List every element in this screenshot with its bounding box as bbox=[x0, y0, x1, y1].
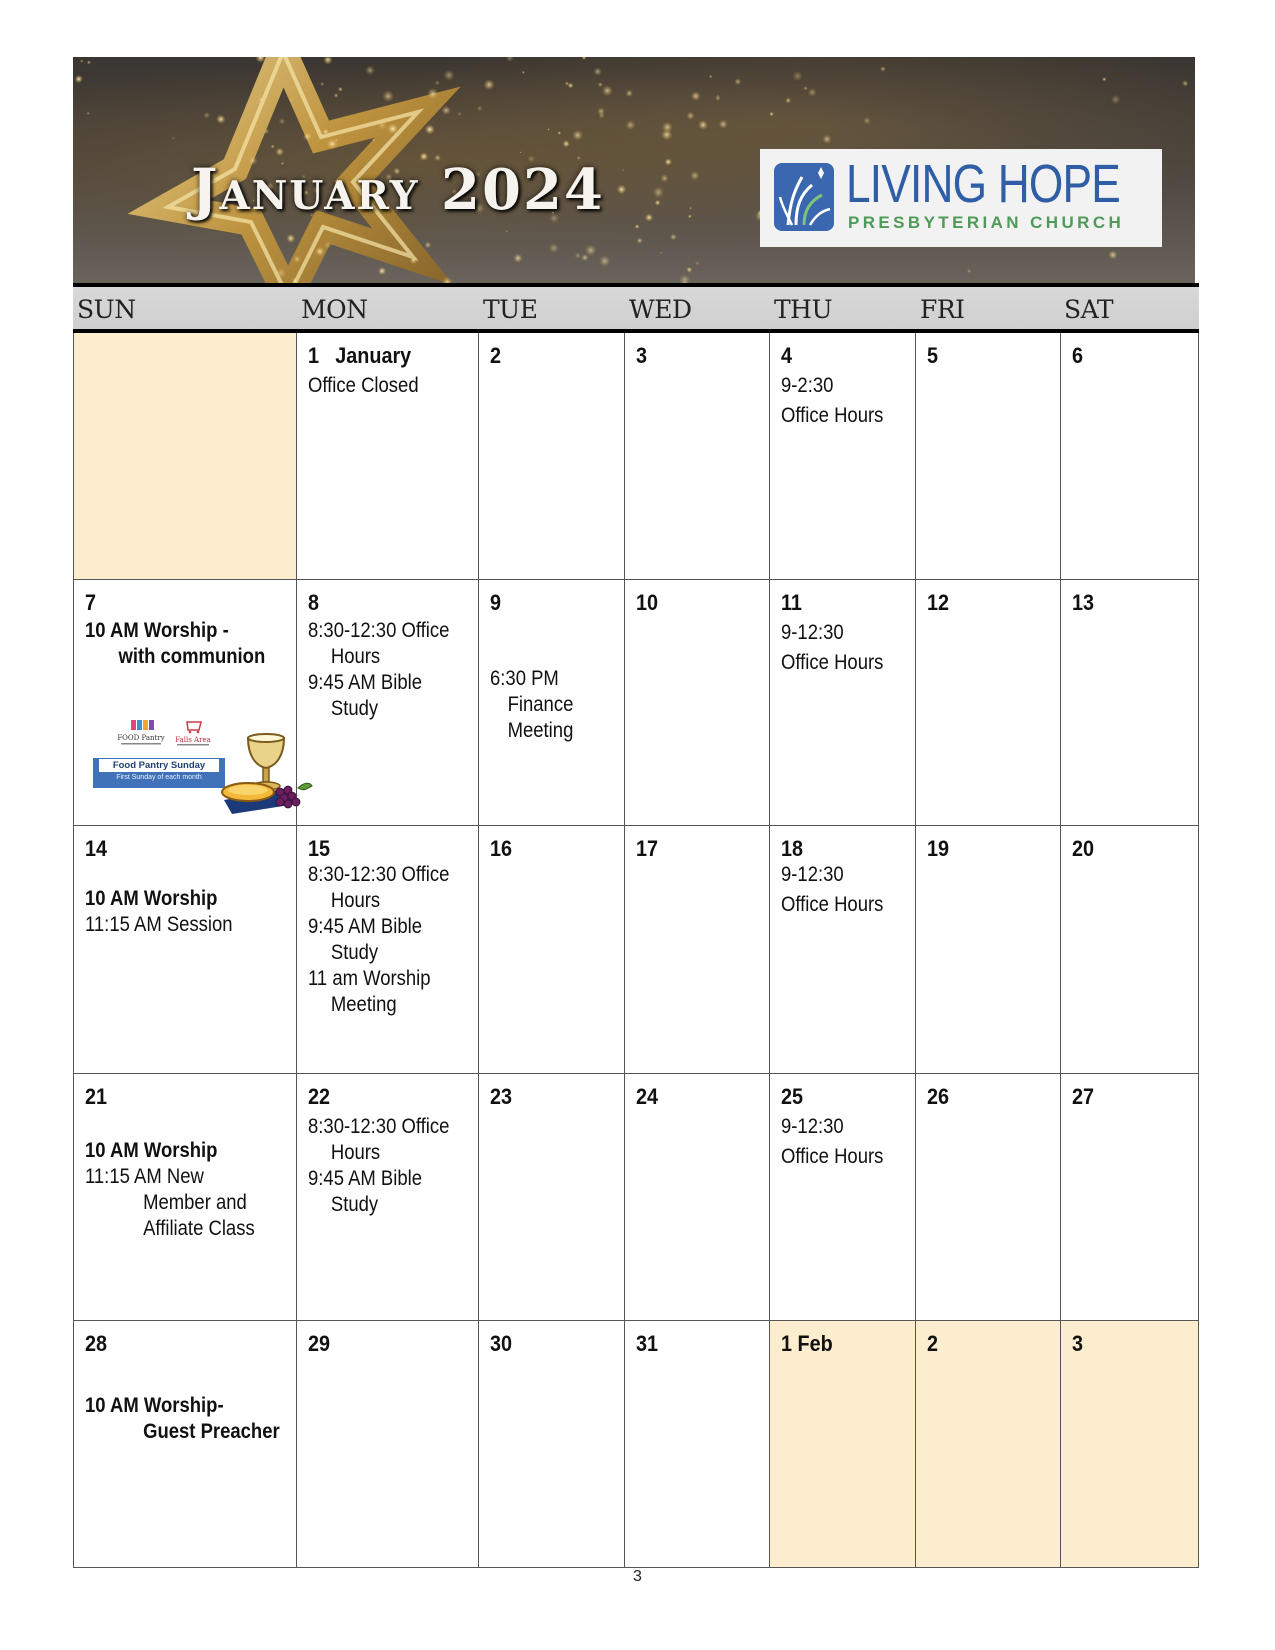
sparkle-dot bbox=[653, 187, 665, 199]
sparkle-dot bbox=[520, 151, 522, 153]
sparkle-dot bbox=[484, 79, 495, 90]
event-text: 9-12:30 bbox=[781, 863, 844, 886]
sparkle-dot bbox=[665, 158, 673, 166]
church-logo bbox=[760, 149, 1162, 247]
falls-area-logo-text: Falls Area bbox=[175, 736, 211, 744]
day-number: 7 bbox=[85, 590, 97, 615]
day-cell bbox=[479, 333, 625, 580]
day-number: 27 bbox=[1072, 1084, 1095, 1109]
day-number: 4 bbox=[781, 343, 793, 368]
food-pantry-logos-icon bbox=[107, 720, 217, 756]
sparkle-dot bbox=[320, 82, 324, 86]
day-cell bbox=[1061, 826, 1199, 1074]
day-number: 31 bbox=[636, 1331, 659, 1356]
sparkle-dot bbox=[670, 234, 677, 241]
calendar-grid bbox=[73, 333, 1199, 1548]
day-number: 8 bbox=[308, 590, 320, 615]
sparkle-dot bbox=[377, 120, 387, 130]
day-cell bbox=[297, 580, 479, 826]
event-text: 6:30 PM bbox=[490, 667, 559, 690]
day-cell bbox=[916, 1074, 1061, 1321]
sparkle-dot bbox=[87, 112, 90, 115]
sparkle-dot bbox=[264, 129, 270, 135]
sparkle-dot bbox=[477, 105, 483, 111]
day-number: 2 bbox=[927, 1331, 939, 1356]
sparkle-dot bbox=[626, 120, 636, 130]
weekday-header bbox=[73, 283, 1199, 333]
logo-name: LIVING HOPE bbox=[846, 154, 1120, 214]
day-cell-empty bbox=[73, 333, 297, 580]
sparkle-dot bbox=[598, 82, 603, 87]
sparkle-dot bbox=[1182, 80, 1189, 87]
event-text: 11 am Worship bbox=[308, 967, 431, 990]
sparkle-dot bbox=[660, 252, 662, 254]
sparkle-dot bbox=[688, 214, 692, 218]
sparkle-dot bbox=[617, 185, 627, 195]
sparkle-dot bbox=[435, 80, 440, 85]
day-cell bbox=[297, 1321, 479, 1568]
day-cell bbox=[770, 580, 916, 826]
event-title: 10 AM Worship bbox=[85, 887, 218, 910]
food-pantry-sunday-image bbox=[93, 720, 225, 788]
sparkle-dot bbox=[689, 207, 692, 210]
sparkle-dot bbox=[409, 256, 418, 265]
day-number: 13 bbox=[1072, 590, 1095, 615]
day-cell-next-month bbox=[770, 1321, 916, 1568]
sparkle-dot bbox=[324, 241, 333, 250]
food-pantry-band bbox=[93, 758, 225, 788]
day-number: 9 bbox=[490, 590, 502, 615]
day-number: 20 bbox=[1072, 836, 1095, 861]
event-text: Study bbox=[330, 941, 379, 964]
sparkle-dot bbox=[442, 106, 451, 115]
event-text: 9-2:30 bbox=[781, 374, 834, 397]
event-text: Study bbox=[330, 697, 379, 720]
sparkle-dot bbox=[626, 90, 634, 98]
day-number-value: 1 bbox=[308, 343, 320, 368]
logo-subtitle: PRESBYTERIAN CHURCH bbox=[848, 213, 1125, 232]
weekday-tue: TUE bbox=[483, 295, 538, 324]
sparkle-dot bbox=[967, 269, 971, 273]
page-number: 3 bbox=[633, 1568, 642, 1585]
sparkle-dot bbox=[334, 138, 339, 143]
sparkle-dot bbox=[622, 169, 625, 172]
event-title: Guest Preacher bbox=[143, 1420, 280, 1443]
event-text: 9:45 AM Bible bbox=[308, 1167, 423, 1190]
event-text: Office Hours bbox=[781, 404, 884, 427]
sparkle-dot bbox=[323, 57, 332, 65]
sparkle-dot bbox=[568, 83, 574, 89]
sparkle-dot bbox=[686, 267, 692, 273]
day-cell bbox=[297, 826, 479, 1074]
event-text: 11:15 AM New bbox=[85, 1165, 204, 1188]
grass-leaf-icon bbox=[774, 163, 834, 231]
sparkle-dot bbox=[575, 253, 581, 259]
day-number bbox=[308, 343, 411, 369]
sparkle-dot bbox=[1111, 95, 1121, 105]
sparkle-dot bbox=[513, 254, 522, 263]
sparkle-dot bbox=[1102, 77, 1106, 81]
sparkle-dot bbox=[275, 267, 287, 279]
sparkle-dot bbox=[594, 67, 602, 75]
weekday-wed: WED bbox=[629, 295, 692, 324]
food-pantry-title: Food Pantry Sunday bbox=[99, 759, 219, 772]
day-cell bbox=[916, 580, 1061, 826]
day-cell bbox=[625, 1321, 770, 1568]
sparkle-dot bbox=[803, 86, 807, 90]
sparkle-dot bbox=[655, 200, 661, 206]
event-title: 10 AM Worship- bbox=[85, 1394, 224, 1417]
day-cell bbox=[297, 333, 479, 580]
sparkle-dot bbox=[372, 138, 375, 141]
event-title: with communion bbox=[118, 645, 266, 668]
day-number: 29 bbox=[308, 1331, 331, 1356]
sparkle-dot bbox=[293, 255, 301, 263]
sparkle-dot bbox=[547, 128, 549, 130]
calendar-banner bbox=[73, 57, 1195, 287]
day-cell bbox=[73, 1321, 297, 1568]
day-number: 23 bbox=[490, 1084, 513, 1109]
day-number: 10 bbox=[636, 590, 659, 615]
communion-chalice-icon bbox=[218, 730, 314, 814]
day-cell bbox=[916, 333, 1061, 580]
day-cell bbox=[297, 1074, 479, 1321]
sparkle-dot bbox=[808, 88, 817, 97]
event-text: Meeting bbox=[507, 719, 574, 742]
day-cell bbox=[625, 826, 770, 1074]
weekday-fri: FRI bbox=[920, 295, 965, 324]
day-number: 17 bbox=[636, 836, 659, 861]
sparkle-dot bbox=[289, 97, 294, 102]
sparkle-dot bbox=[286, 234, 295, 243]
day-cell bbox=[770, 333, 916, 580]
sparkle-dot bbox=[387, 123, 398, 134]
sparkle-dot bbox=[87, 60, 91, 64]
day-cell bbox=[1061, 333, 1199, 580]
sparkle-dot bbox=[637, 238, 643, 244]
event-title: 10 AM Worship bbox=[85, 1139, 218, 1162]
sparkle-dot bbox=[457, 112, 461, 116]
day-cell bbox=[770, 1074, 916, 1321]
day-number: 5 bbox=[927, 343, 939, 368]
event-text: 8:30-12:30 Office bbox=[308, 1115, 450, 1138]
holiday-label: January bbox=[335, 343, 412, 368]
sparkle-dot bbox=[822, 135, 831, 144]
sparkle-dot bbox=[793, 71, 803, 81]
sparkle-dot bbox=[863, 117, 871, 125]
sparkle-dot bbox=[382, 90, 394, 102]
sparkle-dot bbox=[365, 65, 375, 75]
event-text: 8:30-12:30 Office bbox=[308, 863, 450, 886]
event-text: Hours bbox=[330, 1141, 381, 1164]
day-cell bbox=[625, 580, 770, 826]
sparkle-dot bbox=[378, 267, 386, 275]
day-number: 26 bbox=[927, 1084, 950, 1109]
sparkle-dot bbox=[691, 91, 701, 101]
weekday-sat: SAT bbox=[1064, 295, 1113, 324]
event-text: Finance bbox=[507, 693, 574, 716]
sparkle-dot bbox=[558, 131, 562, 135]
event-text bbox=[85, 1393, 224, 1419]
sparkle-dot bbox=[506, 57, 514, 62]
day-number: 22 bbox=[308, 1084, 331, 1109]
event-text bbox=[85, 1138, 217, 1164]
sparkle-dot bbox=[172, 137, 175, 140]
event-text bbox=[85, 886, 217, 912]
sparkle-dot bbox=[698, 120, 708, 130]
day-cell bbox=[479, 826, 625, 1074]
day-number: 28 bbox=[85, 1331, 108, 1356]
day-number: 25 bbox=[781, 1084, 804, 1109]
event-text: 9:45 AM Bible bbox=[308, 915, 423, 938]
month-title: January 2024 bbox=[191, 157, 605, 223]
sparkle-dot bbox=[271, 145, 275, 149]
weekday-thu: THU bbox=[774, 295, 833, 324]
event-text: Meeting bbox=[330, 993, 397, 1016]
sparkle-dot bbox=[661, 174, 669, 182]
day-number: 15 bbox=[308, 836, 331, 861]
day-number: 12 bbox=[927, 590, 950, 615]
pantry-logo-text: FOOD Pantry bbox=[117, 734, 165, 742]
day-number: 19 bbox=[927, 836, 950, 861]
sparkle-dot bbox=[563, 140, 570, 147]
sparkle-dot bbox=[203, 112, 210, 119]
event-text: 9-12:30 bbox=[781, 1115, 844, 1138]
day-cell bbox=[625, 1074, 770, 1321]
sparkle-dot bbox=[695, 261, 700, 266]
food-pantry-subtitle: First Sunday of each month bbox=[116, 774, 202, 781]
day-cell bbox=[479, 1074, 625, 1321]
sparkle-dot bbox=[427, 88, 438, 99]
weekday-sun: SUN bbox=[77, 295, 136, 324]
sparkle-dot bbox=[769, 112, 773, 116]
day-number: 6 bbox=[1072, 343, 1084, 368]
day-cell bbox=[916, 826, 1061, 1074]
day-number: 2 bbox=[490, 343, 502, 368]
sparkle-dot bbox=[599, 255, 610, 266]
weekday-mon: MON bbox=[301, 295, 368, 324]
sparkle-dot bbox=[1108, 250, 1117, 259]
event-text: Office Hours bbox=[781, 1145, 884, 1168]
day-cell-next-month bbox=[1061, 1321, 1199, 1568]
event-text: 9:45 AM Bible bbox=[308, 671, 423, 694]
sparkle-dot bbox=[522, 71, 525, 74]
event-text: 11:15 AM Session bbox=[85, 913, 233, 936]
sparkle-dot bbox=[645, 213, 654, 222]
day-number: 18 bbox=[781, 836, 804, 861]
sparkle-dot bbox=[322, 128, 329, 135]
sparkle-dot bbox=[602, 85, 613, 96]
day-number: 21 bbox=[85, 1084, 108, 1109]
sparkle-dot bbox=[443, 70, 454, 81]
sparkle-dot bbox=[315, 246, 325, 256]
day-cell-next-month bbox=[916, 1321, 1061, 1568]
sparkle-dot bbox=[80, 59, 84, 63]
sparkle-dot bbox=[585, 245, 597, 257]
sparkle-dot bbox=[598, 112, 604, 118]
sparkle-dot bbox=[572, 130, 583, 141]
day-number: 14 bbox=[85, 836, 108, 861]
sparkle-dot bbox=[549, 243, 559, 253]
day-cell bbox=[73, 1074, 297, 1321]
day-cell bbox=[479, 580, 625, 826]
day-number: 30 bbox=[490, 1331, 513, 1356]
sparkle-dot bbox=[506, 230, 509, 233]
sparkle-dot bbox=[425, 124, 435, 134]
day-number: 16 bbox=[490, 836, 513, 861]
day-number: 3 bbox=[636, 343, 648, 368]
sparkle-dot bbox=[303, 132, 312, 141]
sparkle-dot bbox=[258, 96, 265, 103]
sparkle-dot bbox=[338, 87, 343, 92]
event-text: 9-12:30 bbox=[781, 621, 844, 644]
sparkle-dot bbox=[662, 122, 673, 133]
event-text: Study bbox=[330, 1193, 379, 1216]
event-text bbox=[85, 618, 229, 644]
sparkle-dot bbox=[425, 242, 432, 249]
day-cell bbox=[479, 1321, 625, 1568]
sparkle-dot bbox=[635, 224, 640, 229]
day-cell bbox=[770, 826, 916, 1074]
event-text: 8:30-12:30 Office bbox=[308, 619, 450, 642]
event-text bbox=[85, 644, 265, 670]
event-text: Member and bbox=[143, 1191, 247, 1214]
sparkle-dot bbox=[715, 95, 720, 100]
day-number: 24 bbox=[636, 1084, 659, 1109]
day-number: 11 bbox=[781, 590, 802, 615]
sparkle-dot bbox=[719, 120, 728, 129]
sparkle-dot bbox=[275, 147, 284, 156]
day-cell bbox=[1061, 580, 1199, 826]
sparkle-dot bbox=[75, 75, 83, 83]
sparkle-dot bbox=[880, 66, 886, 72]
event-text: Office Closed bbox=[308, 374, 419, 397]
sparkle-dot bbox=[709, 75, 713, 79]
event-text: Hours bbox=[330, 645, 381, 668]
event-text: Affiliate Class bbox=[143, 1217, 255, 1240]
day-cell bbox=[73, 826, 297, 1074]
sparkle-dot bbox=[686, 112, 694, 120]
event-text bbox=[85, 1419, 280, 1445]
day-number: 3 bbox=[1072, 1331, 1084, 1356]
day-number: 1 Feb bbox=[781, 1331, 833, 1356]
event-text: Hours bbox=[330, 889, 381, 912]
day-cell bbox=[1061, 1074, 1199, 1321]
event-text: Office Hours bbox=[781, 651, 884, 674]
event-text: Office Hours bbox=[781, 893, 884, 916]
day-cell bbox=[625, 333, 770, 580]
sparkle-dot bbox=[279, 118, 286, 125]
sparkle-dot bbox=[690, 171, 700, 181]
sparkle-dot bbox=[785, 97, 791, 103]
sparkle-dot bbox=[334, 93, 339, 98]
event-title: 10 AM Worship - bbox=[85, 619, 229, 642]
sparkle-dot bbox=[734, 78, 741, 85]
sparkle-dot bbox=[216, 114, 226, 124]
sparkle-dot bbox=[582, 57, 586, 60]
